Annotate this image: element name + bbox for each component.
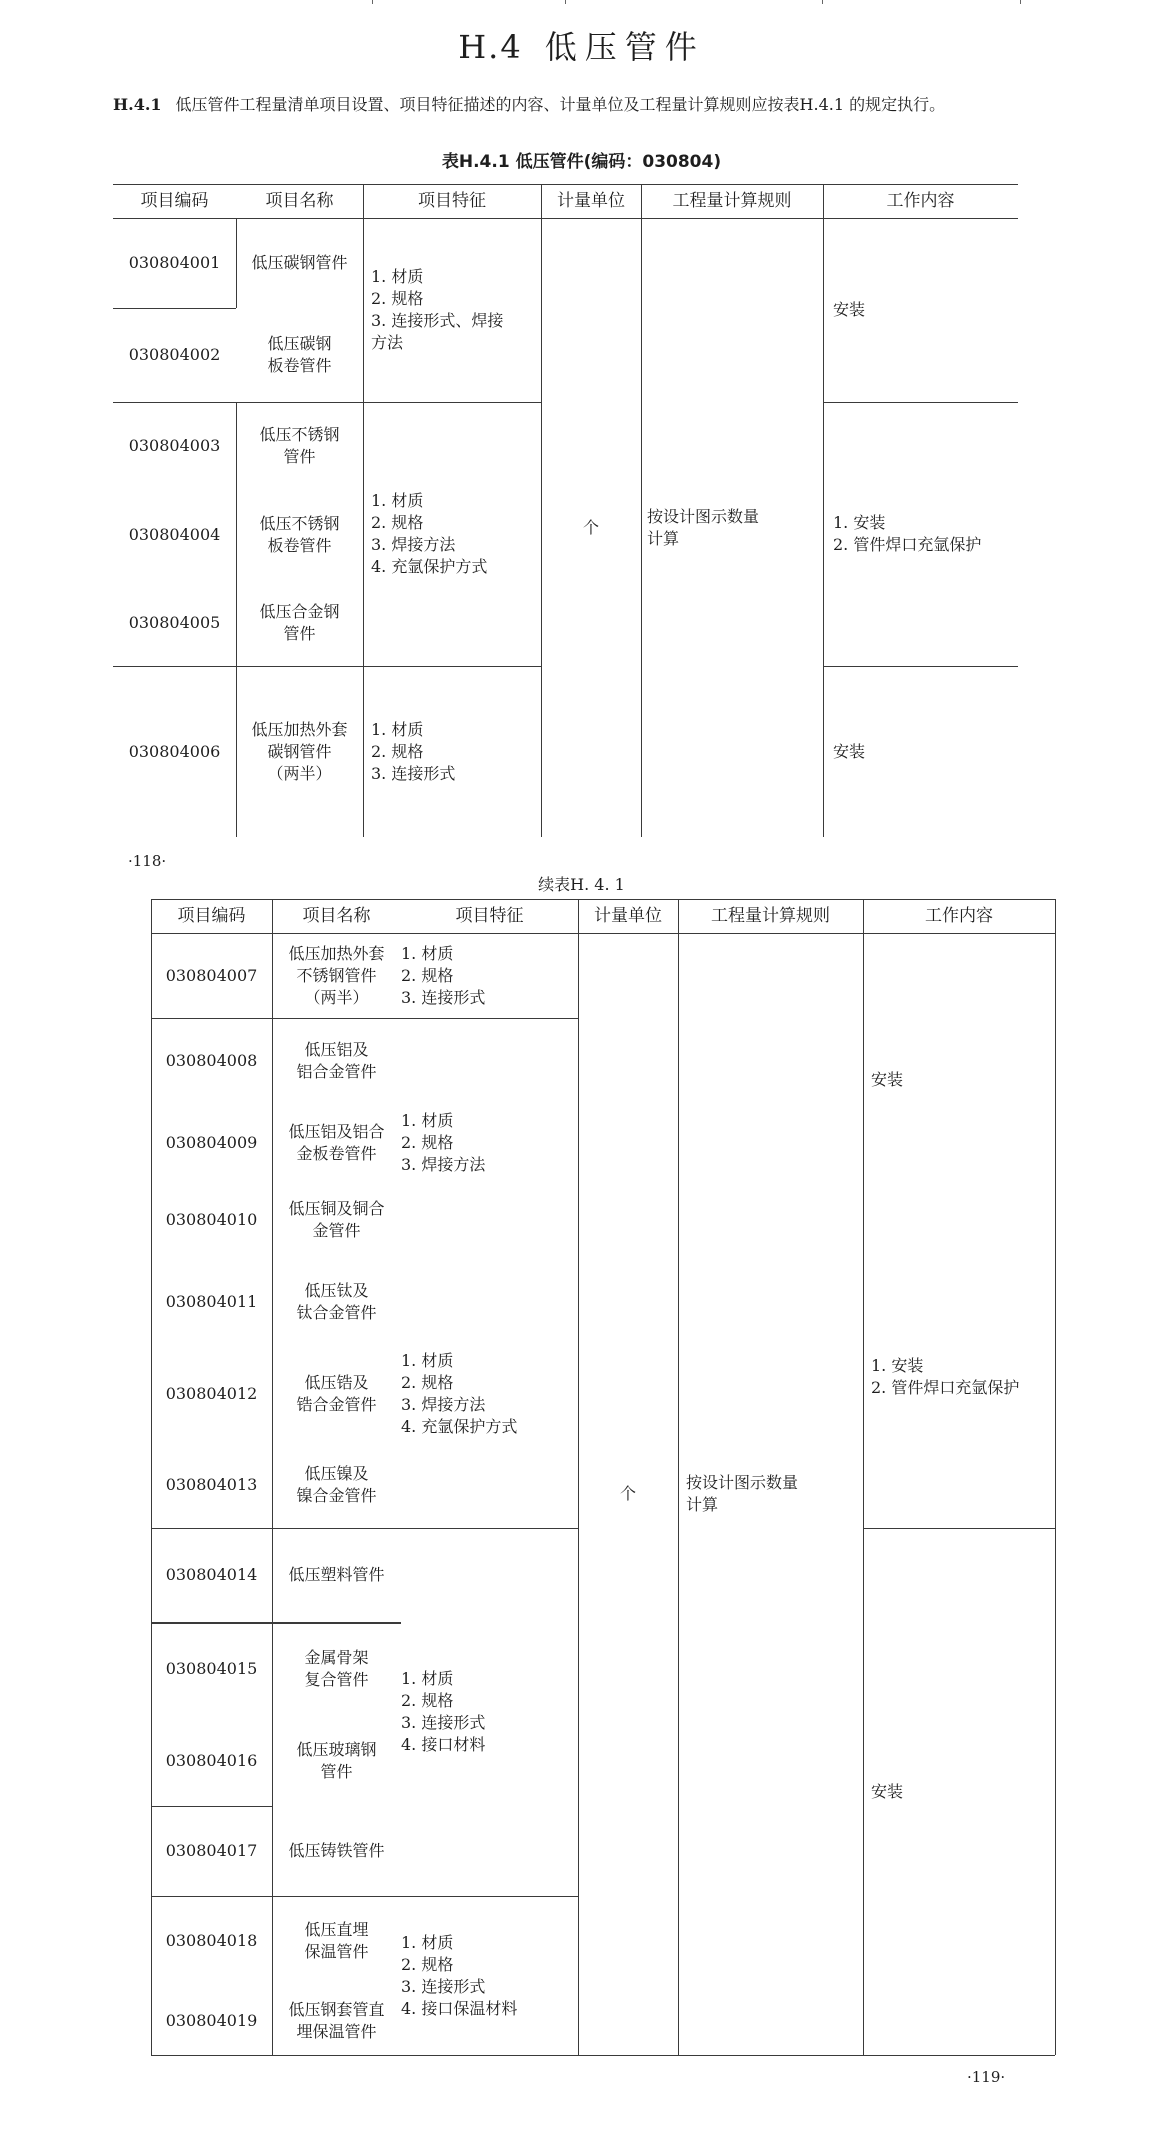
section-title (0, 22, 1163, 68)
table2-features-5: 1. 材质 2. 规格 3. 连接形式 4. 接口保温材料 (401, 1932, 518, 2018)
table2-row-4-name: 低压铜及铜合 金管件 (288, 1199, 385, 1240)
table-rule (863, 899, 864, 2055)
table2-row-8-code: 030804014 (165, 1565, 258, 1584)
table1-row-2-code: 030804002 (128, 345, 221, 364)
table2-header-1: 项目编码 (177, 906, 246, 926)
table-rule (678, 899, 679, 2055)
table2-row-1-name: 低压加热外套 不锈钢管件 （两半） (288, 943, 385, 1007)
table2-row-4-code: 030804010 (165, 1210, 258, 1229)
table1-caption: 表H.4.1 低压管件(编码：030804) (441, 152, 722, 172)
page-number-118: ·118· (128, 852, 167, 870)
table-rule (1055, 899, 1056, 2055)
table2-row-7-code: 030804013 (165, 1475, 258, 1494)
table1-row-4-code: 030804004 (128, 525, 221, 544)
table2-row-11-name: 低压铸铁管件 (288, 1841, 385, 1860)
page-number-119: ·119· (967, 2068, 1006, 2086)
table2-row-2-name: 低压铝及 铝合金管件 (296, 1040, 377, 1081)
table2-row-3-code: 030804009 (165, 1133, 258, 1152)
table2-row-3-name: 低压铝及铝合 金板卷管件 (288, 1122, 385, 1163)
table2-row-7-name: 低压镍及 镍合金管件 (296, 1464, 377, 1505)
table2-header-5: 工程量计算规则 (711, 906, 830, 926)
table1-header-3: 项目特征 (418, 191, 486, 211)
table1-rule: 按设计图示数量 计算 (647, 506, 760, 548)
table2-row-5-name: 低压钛及 钛合金管件 (296, 1281, 377, 1322)
table2-row-10-name: 低压玻璃钢 管件 (296, 1740, 377, 1781)
table2-row-6-code: 030804012 (165, 1384, 258, 1403)
table1-row-1-code: 030804001 (128, 253, 221, 272)
table2-work-3: 安装 (871, 1781, 904, 1801)
table1-row-3-name: 低压不锈钢 管件 (259, 425, 340, 466)
table1-header-2: 项目名称 (265, 191, 334, 211)
section-code: H.4 (458, 28, 523, 66)
table1-row-2-name: 低压碳钢 板卷管件 (267, 334, 332, 375)
table2-features-4: 1. 材质 2. 规格 3. 连接形式 4. 接口材料 (401, 1669, 486, 1754)
table2-header-4: 计量单位 (594, 906, 662, 926)
table2-row-13-name: 低压钢套管直 埋保温管件 (288, 1999, 385, 2041)
table2-row-12-code: 030804018 (165, 1931, 258, 1950)
table2-features-1: 1. 材质 2. 规格 3. 连接形式 (401, 943, 486, 1007)
table2-features-2: 1. 材质 2. 规格 3. 焊接方法 (401, 1111, 486, 1174)
table2-work-2: 1. 安装 2. 管件焊口充氩保护 (871, 1356, 1020, 1397)
table2-row-8-name: 低压塑料管件 (288, 1565, 385, 1584)
table1-features-3: 1. 材质 2. 规格 3. 连接形式 (371, 719, 456, 783)
table-rule (641, 184, 642, 837)
table2-row-11-code: 030804017 (165, 1841, 258, 1860)
table2-row-2-code: 030804008 (165, 1051, 258, 1070)
table2-row-10-code: 030804016 (165, 1751, 258, 1770)
intro-paragraph (113, 92, 1023, 118)
section-text: 低压管件 (544, 28, 705, 66)
table2-row-5-code: 030804011 (165, 1292, 258, 1311)
table2-row-9-name: 金属骨架 复合管件 (304, 1648, 369, 1689)
table1-row-5-code: 030804005 (128, 613, 221, 632)
table1-features-1: 1. 材质 2. 规格 3. 连接形式、焊接 方法 (371, 267, 504, 352)
table1-header-5: 工程量计算规则 (672, 191, 792, 211)
table1-header-6: 工作内容 (886, 191, 955, 211)
table1-row-6-name: 低压加热外套 碳钢管件 （两半） (251, 719, 348, 783)
table1-unit: 个 (582, 517, 599, 537)
table2-features-3: 1. 材质 2. 规格 3. 焊接方法 4. 充氩保护方式 (401, 1351, 518, 1436)
table1-work-3: 安装 (833, 741, 866, 761)
table2-rule: 按设计图示数量 计算 (686, 1473, 799, 1514)
table1-features-2: 1. 材质 2. 规格 3. 焊接方法 4. 充氩保护方式 (371, 491, 488, 576)
table1-row-3-code: 030804003 (128, 436, 221, 455)
table1-row-1-name: 低压碳钢管件 (251, 253, 348, 272)
table2-row-9-code: 030804015 (165, 1659, 258, 1678)
table-rule (151, 2055, 1055, 2056)
table2-caption: 续表H. 4. 1 (538, 875, 625, 894)
table2-row-13-code: 030804019 (165, 2010, 258, 2030)
table1-row-6-code: 030804006 (128, 741, 221, 761)
table2-work-1: 安装 (871, 1069, 904, 1089)
table2-unit: 个 (619, 1484, 636, 1503)
table2-header-3: 项目特征 (455, 906, 524, 926)
intro-text: 低压管件工程量清单项目设置、项目特征描述的内容、计量单位及工程量计算规则应按表H.4.1 的规定执行。 (175, 95, 946, 114)
table-rule (823, 184, 824, 837)
table1-header-1: 项目编码 (140, 191, 209, 211)
table1-row-4-name: 低压不锈钢 板卷管件 (259, 514, 340, 555)
table1-row-5-name: 低压合金钢 管件 (259, 602, 340, 643)
table1-work-1: 安装 (833, 300, 866, 319)
intro-label: H.4.1 (113, 95, 162, 114)
table2-header-6: 工作内容 (925, 906, 993, 926)
table2-row-1-code: 030804007 (165, 965, 258, 985)
table2-row-6-name: 低压锆及 锆合金管件 (296, 1373, 377, 1414)
table2-header-2: 项目名称 (302, 906, 371, 926)
table-rule (363, 184, 364, 837)
table2-row-12-name: 低压直埋 保温管件 (304, 1920, 369, 1961)
table1-work-2: 1. 安装 2. 管件焊口充氩保护 (833, 513, 982, 554)
table1-header-4: 计量单位 (557, 191, 625, 211)
